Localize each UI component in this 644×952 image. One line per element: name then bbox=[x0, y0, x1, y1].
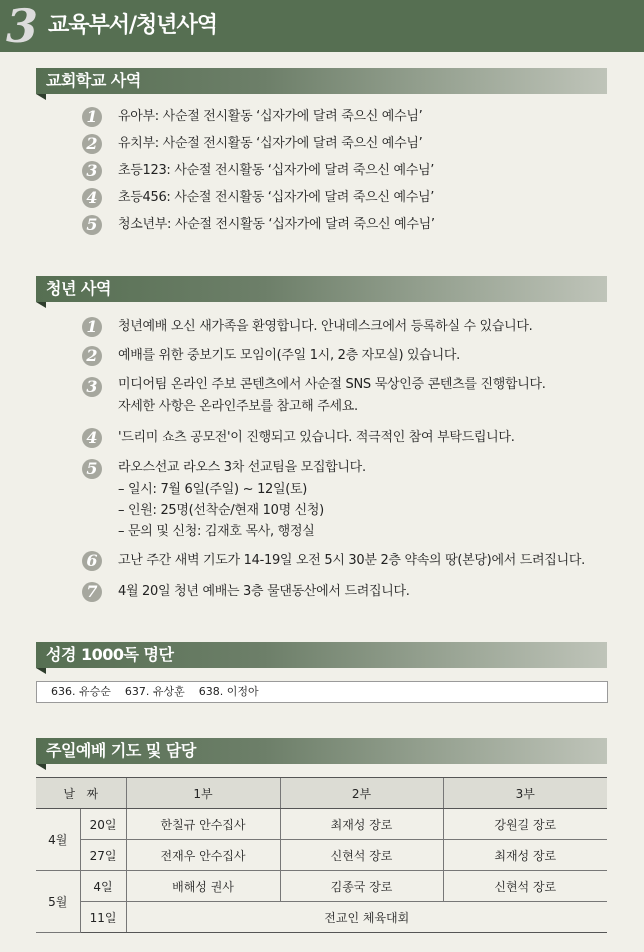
day-cell: 27일 bbox=[80, 840, 126, 871]
number-badge: 6 bbox=[82, 551, 102, 571]
list-item: 4월 20일 청년 예배는 3층 물댄동산에서 드려집니다. bbox=[118, 584, 410, 599]
service-1-cell: 한칠규 안수집사 bbox=[126, 809, 280, 840]
number-badge: 4 bbox=[82, 428, 102, 448]
number-badge: 1 bbox=[82, 317, 102, 337]
column-header-date: 날 짜 bbox=[36, 778, 126, 809]
list-item: 라오스선교 라오스 3차 선교팀을 모집합니다. bbox=[118, 460, 366, 475]
column-header-service-1: 1부 bbox=[126, 778, 280, 809]
section-header-church-school bbox=[36, 68, 607, 94]
number-badge: 1 bbox=[82, 107, 102, 127]
list-item-line: – 문의 및 신청: 김재호 목사, 행정실 bbox=[118, 524, 315, 539]
day-cell: 20일 bbox=[80, 809, 126, 840]
service-3-cell: 신현석 장로 bbox=[443, 871, 607, 902]
section-title: 성경 1000독 명단 bbox=[46, 645, 174, 664]
list-item: 유치부: 사순절 전시활동 ‘십자가에 달려 죽으신 예수님’ bbox=[118, 136, 423, 151]
merged-event-cell: 전교인 체육대회 bbox=[126, 902, 607, 933]
list-item: 유아부: 사순절 전시활동 ‘십자가에 달려 죽으신 예수님’ bbox=[118, 109, 423, 124]
page-title: 교육부서/청년사역 bbox=[48, 13, 218, 38]
month-cell: 5월 bbox=[36, 871, 80, 933]
list-item: 초등123: 사순절 전시활동 ‘십자가에 달려 죽으신 예수님’ bbox=[118, 163, 435, 178]
page-header bbox=[0, 0, 644, 52]
day-cell: 11일 bbox=[80, 902, 126, 933]
service-3-cell: 최재성 장로 bbox=[443, 840, 607, 871]
list-item: 미디어팀 온라인 주보 콘텐츠에서 사순절 SNS 묵상인증 콘텐츠를 진행합니다. bbox=[118, 377, 546, 392]
list-item-line: – 일시: 7월 6일(주일) ~ 12일(토) bbox=[118, 482, 308, 497]
table-row bbox=[36, 809, 607, 840]
number-badge: 5 bbox=[82, 459, 102, 479]
service-1-cell: 전재우 안수집사 bbox=[126, 840, 280, 871]
service-2-cell: 최재성 장로 bbox=[280, 809, 443, 840]
number-badge: 4 bbox=[82, 188, 102, 208]
list-item-line: 자세한 사항은 온라인주보를 참고해 주세요. bbox=[118, 399, 358, 414]
number-badge: 3 bbox=[82, 377, 102, 397]
table-row bbox=[36, 871, 607, 902]
section-title: 주일예배 기도 및 담당 bbox=[46, 741, 196, 760]
month-cell: 4월 bbox=[36, 809, 80, 871]
list-item: 예배를 위한 중보기도 모임이(주일 1시, 2층 자모실) 있습니다. bbox=[118, 348, 460, 363]
number-badge: 2 bbox=[82, 346, 102, 366]
section-title: 교회학교 사역 bbox=[46, 71, 141, 90]
table-row bbox=[36, 902, 607, 933]
bible-reader-list bbox=[36, 681, 608, 703]
prayer-schedule-table bbox=[36, 777, 607, 933]
column-header-service-3: 3부 bbox=[443, 778, 607, 809]
number-badge: 5 bbox=[82, 215, 102, 235]
list-item-line: – 인원: 25명(선착순/현재 10명 신청) bbox=[118, 503, 324, 518]
list-item: 고난 주간 새벽 기도가 14-19일 오전 5시 30분 2층 약속의 땅(본당)에서 드려집니다. bbox=[118, 553, 585, 568]
table-header-row bbox=[36, 778, 607, 809]
section-title: 청년 사역 bbox=[46, 279, 111, 298]
service-2-cell: 신현석 장로 bbox=[280, 840, 443, 871]
column-header-service-2: 2부 bbox=[280, 778, 443, 809]
list-item: 청년예배 오신 새가족을 환영합니다. 안내데스크에서 등록하실 수 있습니다. bbox=[118, 319, 533, 334]
number-badge: 3 bbox=[82, 161, 102, 181]
list-item: 청소년부: 사순절 전시활동 ‘십자가에 달려 죽으신 예수님’ bbox=[118, 217, 435, 232]
list-item: '드리미 쇼츠 공모전'이 진행되고 있습니다. 적극적인 참여 부탁드립니다. bbox=[118, 430, 515, 445]
section-number: 3 bbox=[6, 0, 39, 53]
section-header-youth bbox=[36, 276, 607, 302]
table-row bbox=[36, 840, 607, 871]
number-badge: 7 bbox=[82, 582, 102, 602]
service-2-cell: 김종국 장로 bbox=[280, 871, 443, 902]
service-1-cell: 배해성 권사 bbox=[126, 871, 280, 902]
number-badge: 2 bbox=[82, 134, 102, 154]
day-cell: 4일 bbox=[80, 871, 126, 902]
reader-names: 636. 유승순 637. 유상훈 638. 이정아 bbox=[51, 685, 259, 698]
section-header-prayer bbox=[36, 738, 607, 764]
list-item: 초등456: 사순절 전시활동 ‘십자가에 달려 죽으신 예수님’ bbox=[118, 190, 435, 205]
service-3-cell: 강원길 장로 bbox=[443, 809, 607, 840]
section-header-bible bbox=[36, 642, 607, 668]
